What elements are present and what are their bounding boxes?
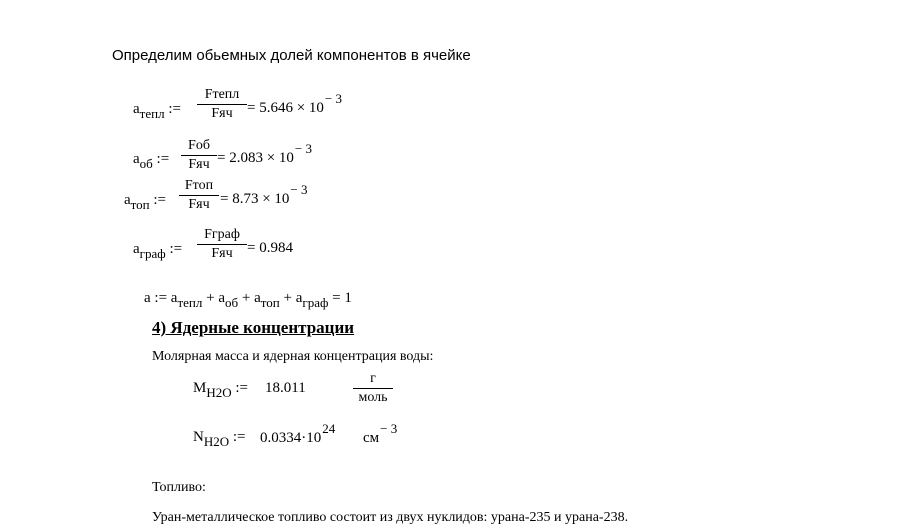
equation-lhs: aоб := — [133, 151, 170, 171]
section-heading: 4) Ядерные концентрации — [152, 318, 355, 337]
equation-a-top — [124, 179, 384, 224]
molar-text: Молярная масса и ядерная концентрация воды: — [152, 349, 434, 364]
equation-a-graf — [133, 228, 393, 273]
fraction: Fграф Fяч — [197, 228, 247, 261]
fraction: Fтепл Fяч — [197, 88, 247, 121]
equation-value: 18.011 — [265, 380, 306, 396]
unit-fraction: г моль — [353, 372, 393, 405]
equation-sum: a := aтепл + aоб + aтоп + aграф = 1 — [144, 290, 352, 310]
intro-text: Определим обьемных долей компонентов в ячейке — [112, 47, 471, 64]
equation-lhs: aтепл := — [133, 101, 181, 121]
fuel-text: Уран-металлическое топливо состоит из двух нуклидов: урана-235 и урана-238. — [152, 510, 629, 525]
equation-unit: см− 3 — [363, 421, 398, 446]
equation-result: = 0.984 — [247, 240, 293, 256]
equation-n-h2o — [193, 421, 433, 457]
equation-lhs: MH2O := — [193, 380, 249, 400]
equation-result: = 8.73 × 10− 3 — [220, 182, 308, 207]
fraction: Fтоп Fяч — [179, 179, 219, 212]
equation-lhs: aтоп := — [124, 192, 167, 212]
equation-result: = 2.083 × 10− 3 — [217, 141, 313, 166]
equation-a-ob — [133, 139, 393, 177]
equation-lhs: aграф := — [133, 241, 183, 261]
equation-a-tepl — [133, 88, 393, 133]
equation-value: 0.0334·1024 — [260, 421, 336, 446]
equation-m-h2o — [193, 372, 423, 414]
fraction: Fоб Fяч — [181, 139, 217, 172]
fuel-label: Топливо: — [152, 480, 206, 495]
equation-lhs: NH2O := — [193, 429, 246, 449]
equation-result: = 5.646 × 10− 3 — [247, 91, 343, 116]
